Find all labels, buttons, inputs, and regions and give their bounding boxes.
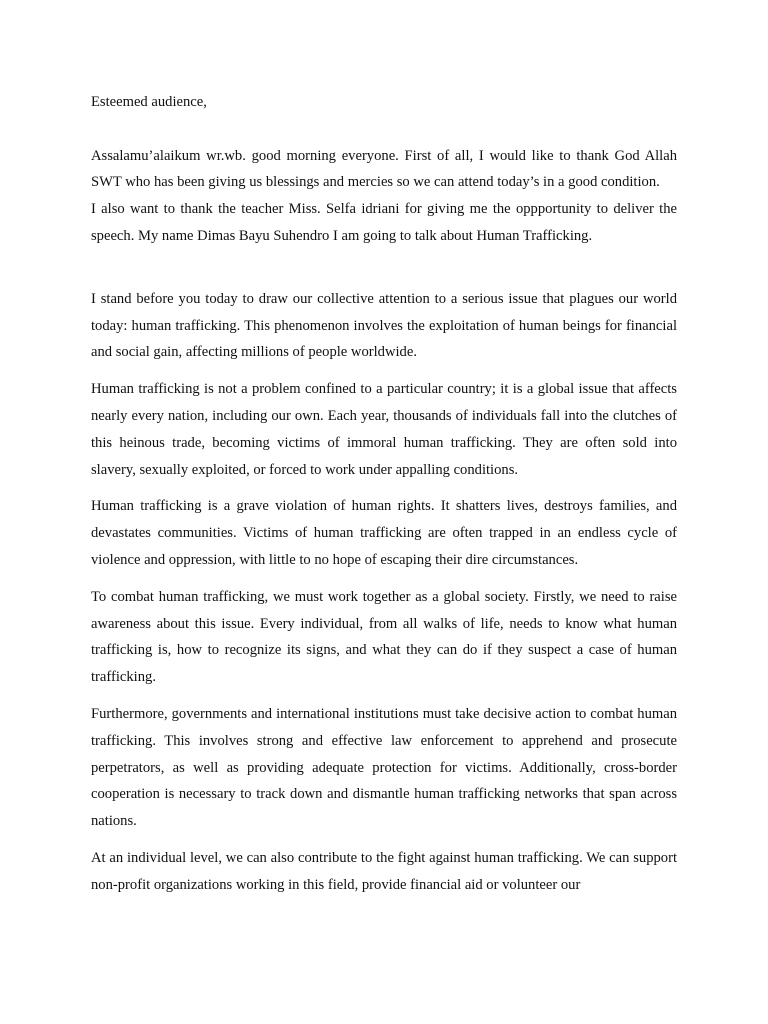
paragraph-opening: Assalamu’alaikum wr.wb. good morning everyone. First of all, I would like to thank God Allah SWT who has been giving us blessings and mercies so we can attend today’s in a good condition. — [91, 147, 677, 191]
paragraph-governments: Furthermore, governments and international institutions must take decisive action to combat human trafficking. This involves strong and effective law enforcement to apprehend and prosecute perpetrators, as well as providing adequate protection for victims. Additionally, cross-border cooperation is necessary to track down and dismantle human trafficking networks that span across nations. — [91, 705, 677, 830]
paragraph-combat: To combat human trafficking, we must work together as a global society. Firstly, we need to raise awareness about this issue. Every individual, from all walks of life, needs to know what human trafficking is, how to recognize its signs, and what they can do if they suspect a case of human trafficking. — [91, 588, 677, 686]
paragraph-global-issue: Human trafficking is not a problem confined to a particular country; it is a global issue that affects nearly every nation, including our own. Each year, thousands of individuals fall into the clutches of this heinous trade, becoming victims of immoral human trafficking. They are often sold into slavery, sexually exploited, or forced to work under appalling conditions. — [91, 381, 677, 478]
document-body — [91, 89, 677, 909]
paragraph-human-rights: Human trafficking is a grave violation of human rights. It shatters lives, destroys families, and devastates communities. Victims of human trafficking are often trapped in an endless cycle of violence and oppression, with little to no hope of escaping their dire circumstances. — [91, 498, 677, 568]
paragraph-thanks: I also want to thank the teacher Miss. Selfa idriani for giving me the oppportunity to deliver the speech. My name Dimas Bayu Suhendro I am going to talk about Human Trafficking. — [91, 201, 677, 244]
greeting: Esteemed audience, — [91, 94, 207, 110]
paragraph-individual-level: At an individual level, we can also contribute to the fight against human trafficking. We can support non-profit organizations working in this field, provide financial aid or volunteer our — [91, 849, 677, 893]
paragraph-introduction: I stand before you today to draw our collective attention to a serious issue that plagues our world today: human trafficking. This phenomenon involves the exploitation of human beings for financial and social gain, affecting millions of people worldwide. — [91, 290, 677, 361]
